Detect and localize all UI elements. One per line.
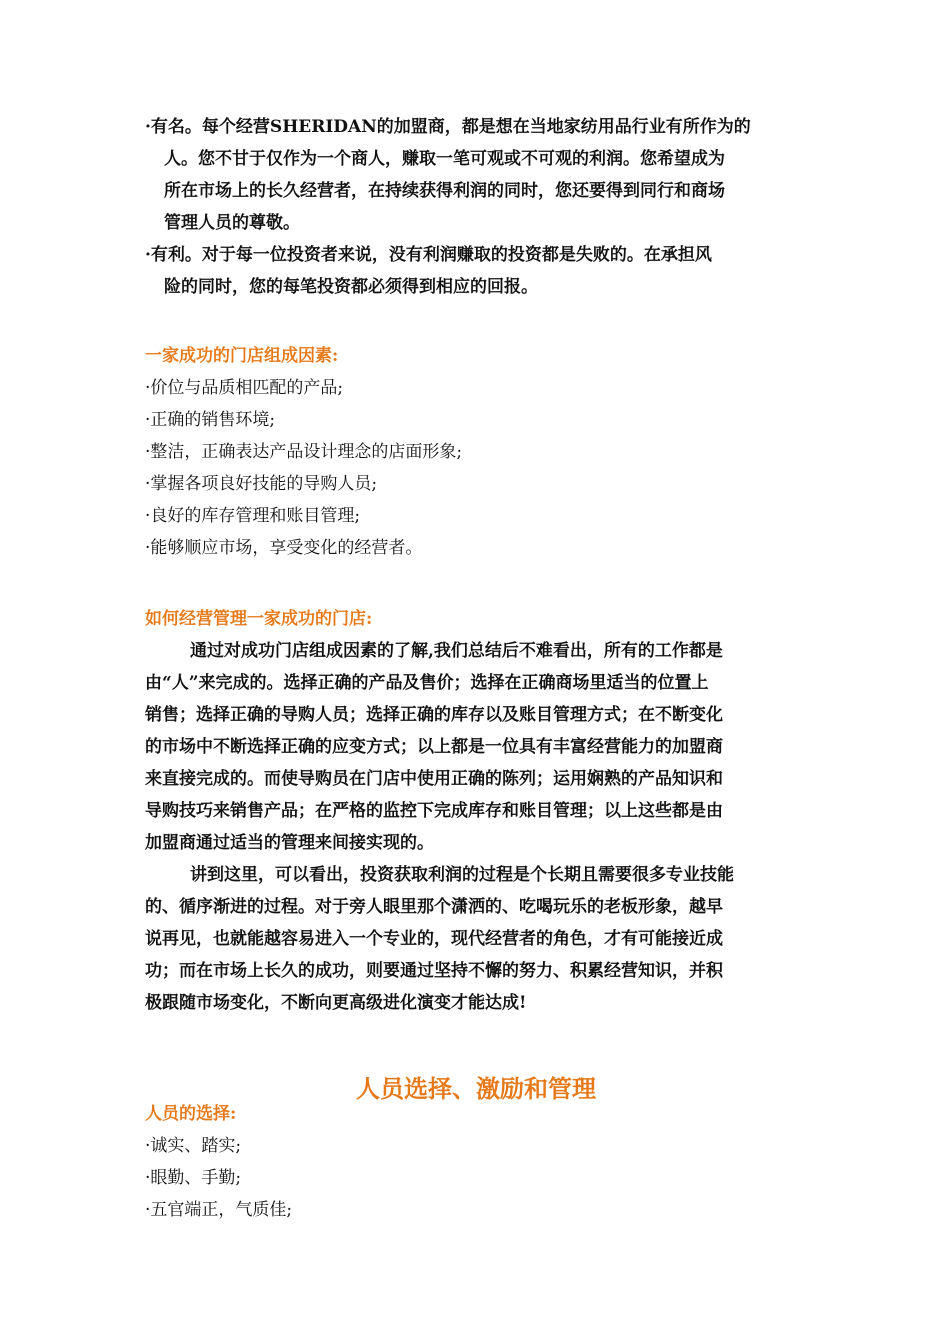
paragraph-line: 功；而在市场上长久的成功，则要通过坚持不懈的努力、积累经营知识，并积 <box>145 961 723 981</box>
paragraph-line: 来直接完成的。而使导购员在门店中使用正确的陈列；运用娴熟的产品知识和 <box>145 769 723 789</box>
paragraph-line: 说再见，也就能越容易进入一个专业的，现代经营者的角色，才有可能接近成 <box>145 929 723 949</box>
store-management-section <box>145 603 807 1019</box>
chapter-title: 人员选择、激励和管理 <box>356 1074 596 1103</box>
paragraph-line: 极跟随市场变化，不断向更高级进化演变才能达成! <box>145 993 527 1013</box>
paragraph-line: 讲到这里，可以看出，投资获取利润的过程是个长期且需要很多专业技能 <box>190 865 734 885</box>
section-heading: 人员的选择: <box>145 1104 237 1124</box>
bullet-line: 管理人员的尊敬。 <box>164 213 300 233</box>
bullet-line: 险的同时，您的每笔投资都必须得到相应的回报。 <box>164 277 538 297</box>
list-item: ·能够顺应市场，享受变化的经营者。 <box>145 538 423 558</box>
list-item: ·诚实、踏实; <box>145 1136 242 1156</box>
section-heading: 一家成功的门店组成因素: <box>145 346 339 366</box>
bullet-line: ·有利。对于每一位投资者来说，没有利润赚取的投资都是失败的。在承担风 <box>145 245 712 265</box>
paragraph-line: 的市场中不断选择正确的应变方式；以上都是一位具有丰富经营能力的加盟商 <box>145 737 723 757</box>
paragraph-line: 的、循序渐进的过程。对于旁人眼里那个潇洒的、吃喝玩乐的老板形象，越早 <box>145 897 723 917</box>
bullet-line: ·有名。每个经营SHERIDAN的加盟商，都是想在当地家纺用品行业有所作为的 <box>145 117 751 137</box>
paragraph-line: 导购技巧来销售产品；在严格的监控下完成库存和账目管理；以上这些都是由 <box>145 801 723 821</box>
intro-section <box>145 111 807 303</box>
list-item: ·价位与品质相匹配的产品; <box>145 378 344 398</box>
bullet-line: 人。您不甘于仅作为一个商人，赚取一笔可观或不可观的利润。您希望成为 <box>164 149 725 169</box>
list-item: ·眼勤、手勤; <box>145 1168 242 1188</box>
paragraph-line: 加盟商通过适当的管理来间接实现的。 <box>145 833 434 853</box>
success-factors-section <box>145 340 807 564</box>
list-item: ·良好的库存管理和账目管理; <box>145 506 361 526</box>
staff-selection-section <box>145 1098 807 1226</box>
list-item: ·掌握各项良好技能的导购人员; <box>145 474 378 494</box>
section-heading: 如何经营管理一家成功的门店: <box>145 609 373 629</box>
list-item: ·正确的销售环境; <box>145 410 276 430</box>
paragraph-line: 由“人”来完成的。选择正确的产品及售价；选择在正确商场里适当的位置上 <box>145 673 709 693</box>
bullet-line: 所在市场上的长久经营者，在持续获得利润的同时，您还要得到同行和商场 <box>164 181 725 201</box>
list-item: ·五官端正，气质佳; <box>145 1200 293 1220</box>
paragraph-line: 通过对成功门店组成因素的了解,我们总结后不难看出，所有的工作都是 <box>190 641 723 661</box>
list-item: ·整洁，正确表达产品设计理念的店面形象; <box>145 442 463 462</box>
paragraph-line: 销售；选择正确的导购人员；选择正确的库存以及账目管理方式；在不断变化 <box>145 705 723 725</box>
